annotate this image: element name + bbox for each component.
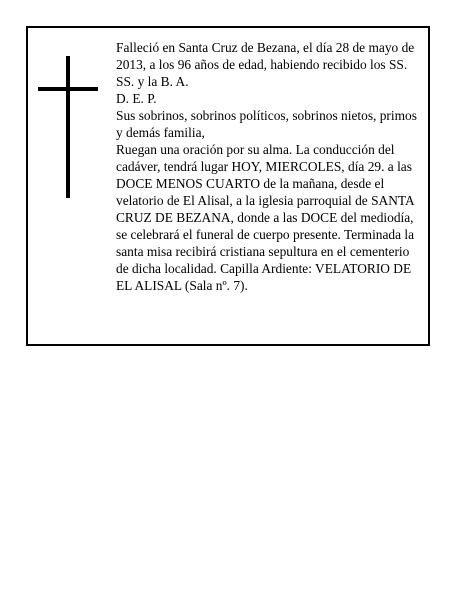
cross-horizontal-bar	[38, 87, 98, 91]
funeral-details: Ruegan una oración por su alma. La conducción del cadáver, tendrá lugar HOY, MIERCOLES, día 29. a las DOCE MENOS CUARTO de la mañana, desde el velatorio de El Alisal, a la iglesia parroquial de SANTA CRUZ DE BEZANA, donde a las DOCE del mediodía, se celebrará el funeral de cuerpo presente. Terminada la santa misa recibirá cristiana sepultura en el cementerio de dicha localidad. Capilla Ardiente: VELATORIO DE EL ALISAL (Sala nº. 7).	[116, 142, 415, 293]
family-mourners: Sus sobrinos, sobrinos políticos, sobrinos nietos, primos y demás familia,	[116, 108, 417, 140]
cross-vertical-bar	[66, 56, 70, 198]
death-announcement: Falleció en Santa Cruz de Bezana, el día 28 de mayo de 2013, a los 96 años de edad, habiendo recibido los SS. SS. y la B. A.	[116, 40, 415, 89]
rest-in-peace: D. E. P.	[116, 91, 157, 106]
cross-icon	[38, 56, 98, 198]
obituary-notice	[26, 26, 430, 346]
notice-text	[116, 39, 422, 294]
